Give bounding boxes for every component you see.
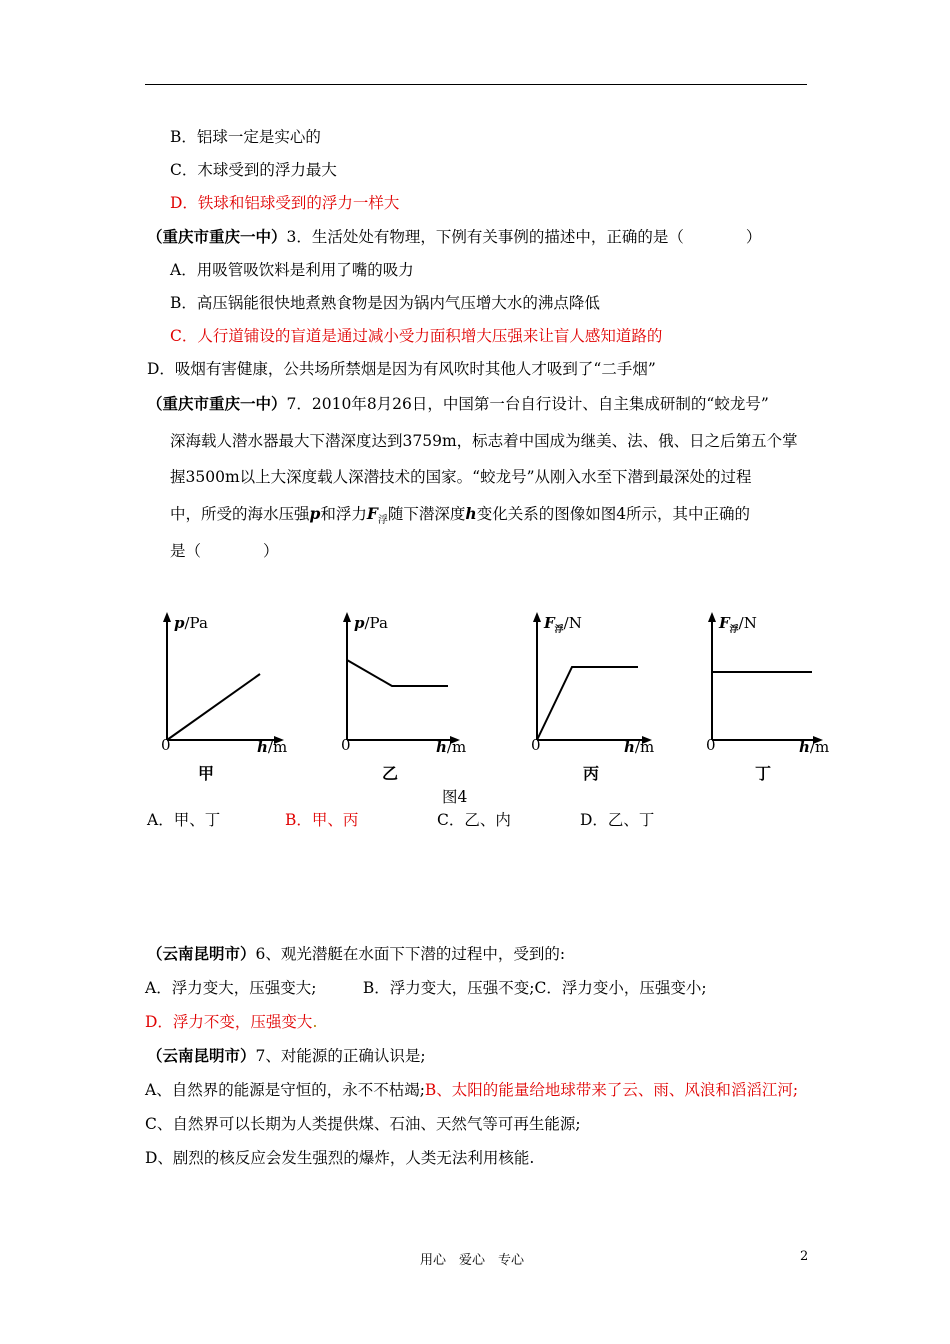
graph-ding-y-arrow bbox=[708, 612, 716, 622]
km-q6-option-d bbox=[145, 1012, 317, 1032]
graph-yi-svg bbox=[330, 610, 510, 790]
graph-yi-curve bbox=[347, 660, 448, 686]
graph-bing-y-arrow bbox=[533, 612, 541, 622]
graph-yi-xlabel-var: h bbox=[436, 738, 447, 756]
graph-bing-origin: 0 bbox=[531, 736, 541, 754]
graph-ding-ylabel bbox=[719, 614, 757, 635]
graph-bing-xlabel bbox=[624, 738, 654, 756]
footer-motto: 用心 爱心 专心 bbox=[420, 1253, 525, 1268]
graph-bing-ylabel bbox=[544, 614, 582, 635]
q7-option-c: C．乙、内 bbox=[437, 811, 511, 829]
q3-source: （重庆市重庆一中） bbox=[147, 227, 287, 246]
q3-option-c-answer: C．人行道铺设的盲道是通过减小受力面积增大压强来让盲人感知道路的 bbox=[170, 327, 663, 345]
q7-line4-pre: 中，所受的海水压强 bbox=[170, 505, 310, 523]
graph-ding-ylabel-var: F bbox=[719, 614, 730, 632]
graph-jia-xlabel-var: h bbox=[257, 738, 268, 756]
graph-bing-xlabel-unit: /m bbox=[634, 738, 655, 756]
q7-var-F-sub: 浮 bbox=[377, 515, 388, 527]
q7-var-p: p bbox=[309, 504, 321, 523]
graph-jia-ylabel-unit: /Pa bbox=[184, 614, 208, 632]
q7-line4-end: 变化关系的图像如图4所示，其中正确的 bbox=[476, 505, 751, 523]
graph-ding-xlabel-unit: /m bbox=[809, 738, 830, 756]
graph-bing-xlabel-var: h bbox=[624, 738, 635, 756]
km-q7-option-a: A、自然界的能源是守恒的，永不不枯竭; bbox=[145, 1081, 425, 1099]
graph-jia-y-arrow bbox=[163, 612, 171, 622]
km-q6-option-d-dot: . bbox=[312, 1013, 318, 1031]
km-q7-options-ab bbox=[145, 1080, 798, 1100]
graph-ding-svg bbox=[695, 610, 875, 790]
graph-bing-svg bbox=[520, 610, 700, 790]
q3-stem bbox=[147, 227, 761, 247]
q3-option-a: A．用吸管吸饮料是利用了嘴的吸力 bbox=[170, 261, 414, 279]
q7-line2: 深海载人潜水器最大下潜深度达到3759m，标志着中国成为继美、法、俄、日之后第五个掌 bbox=[170, 432, 798, 450]
graph-bing-ylabel-sub: 浮 bbox=[554, 625, 564, 635]
km-q7-stem-text: 7、对能源的正确认识是; bbox=[255, 1047, 426, 1065]
q3-option-d: D．吸烟有害健康，公共场所禁烟是因为有风吹时其他人才吸到了“二手烟” bbox=[147, 360, 656, 378]
graph-bing-ylabel-var: F bbox=[544, 614, 555, 632]
graph-ding-name: 丁 bbox=[755, 764, 772, 783]
graph-ding-origin: 0 bbox=[706, 736, 716, 754]
km-q6-stem-text: 6、观光潜艇在水面下下潜的过程中，受到的: bbox=[255, 945, 566, 963]
page-number: 2 bbox=[800, 1249, 809, 1264]
km-q7-option-c: C、自然界可以长期为人类提供煤、石油、天然气等可再生能源; bbox=[145, 1115, 581, 1133]
km-q7-option-d: D、剧烈的核反应会发生强烈的爆炸，人类无法利用核能. bbox=[145, 1149, 535, 1167]
q1-option-c: C．木球受到的浮力最大 bbox=[170, 161, 337, 179]
q7-line3: 握3500m以上大深度载人深潜技术的国家。“蛟龙号”从刚入水至下潜到最深处的过程 bbox=[170, 468, 752, 486]
q7-line4-mid: 和浮力 bbox=[320, 505, 367, 523]
header-rule bbox=[145, 84, 807, 85]
q1-option-d-answer: D．铁球和铝球受到的浮力一样大 bbox=[170, 194, 400, 212]
graph-jia-name: 甲 bbox=[198, 764, 215, 783]
q1-option-b: B．铝球一定是实心的 bbox=[170, 128, 321, 146]
q3-option-b: B．高压锅能很快地煮熟食物是因为锅内气压增大水的沸点降低 bbox=[170, 294, 600, 312]
graph-yi-xlabel bbox=[436, 738, 466, 756]
q7-option-d: D．乙、丁 bbox=[580, 811, 655, 829]
graph-bing-curve bbox=[537, 667, 638, 740]
km-q7-stem bbox=[147, 1046, 426, 1066]
graph-yi-name: 乙 bbox=[382, 764, 399, 783]
graph-jia bbox=[150, 610, 330, 790]
q7-line4-post: 随下潜深度 bbox=[387, 505, 466, 523]
q7-line5: 是（ ） bbox=[170, 542, 279, 560]
graph-ding-xlabel bbox=[799, 738, 829, 756]
graph-jia-svg bbox=[150, 610, 330, 790]
graph-yi bbox=[330, 610, 510, 790]
graph-jia-xlabel-unit: /m bbox=[267, 738, 288, 756]
q7-option-a: A．甲、丁 bbox=[147, 811, 221, 829]
km-q6-source: （云南昆明市） bbox=[147, 944, 256, 963]
q7-line4 bbox=[170, 504, 750, 531]
graph-jia-xlabel bbox=[257, 738, 287, 756]
q7-line1-text: 7．2010年8月26日，中国第一台自行设计、自主集成研制的“蛟龙号” bbox=[286, 395, 769, 413]
graph-yi-ylabel-unit: /Pa bbox=[364, 614, 388, 632]
graph-ding-ylabel-sub: 浮 bbox=[729, 625, 739, 635]
q7-var-h: h bbox=[465, 504, 477, 523]
graph-ding-xlabel-var: h bbox=[799, 738, 810, 756]
q7-source: （重庆市重庆一中） bbox=[147, 394, 287, 413]
q7-option-b-answer: B．甲、丙 bbox=[285, 811, 359, 829]
graph-jia-curve bbox=[167, 674, 260, 740]
q3-stem-text: 3．生活处处有物理，下例有关事例的描述中，正确的是（ ） bbox=[286, 228, 762, 246]
graph-yi-origin: 0 bbox=[341, 736, 351, 754]
graph-yi-xlabel-unit: /m bbox=[446, 738, 467, 756]
graph-bing-ylabel-unit: /N bbox=[563, 614, 582, 632]
graph-yi-y-arrow bbox=[343, 612, 351, 622]
km-q7-source: （云南昆明市） bbox=[147, 1046, 256, 1065]
km-q7-option-b-answer: B、太阳的能量给地球带来了云、雨、风浪和滔滔江河; bbox=[424, 1081, 799, 1099]
graph-bing-name: 丙 bbox=[583, 764, 600, 783]
graph-jia-ylabel bbox=[174, 614, 208, 632]
km-q6-options-abc: A．浮力变大，压强变大; B．浮力变大，压强不变;C．浮力变小，压强变小; bbox=[145, 979, 707, 997]
graph-ding bbox=[695, 610, 875, 790]
km-q6-stem bbox=[147, 944, 565, 964]
graph-yi-ylabel-var: p bbox=[354, 614, 365, 632]
q7-var-F: F bbox=[366, 504, 378, 523]
figure-caption: 图4 bbox=[442, 788, 468, 806]
graph-bing bbox=[520, 610, 700, 790]
km-q6-option-d-answer: D．浮力不变，压强变大 bbox=[145, 1013, 313, 1031]
graph-jia-origin: 0 bbox=[161, 736, 171, 754]
graph-yi-ylabel bbox=[354, 614, 388, 632]
graph-ding-ylabel-unit: /N bbox=[738, 614, 757, 632]
graph-jia-ylabel-var: p bbox=[174, 614, 185, 632]
q7-line1 bbox=[147, 394, 769, 414]
